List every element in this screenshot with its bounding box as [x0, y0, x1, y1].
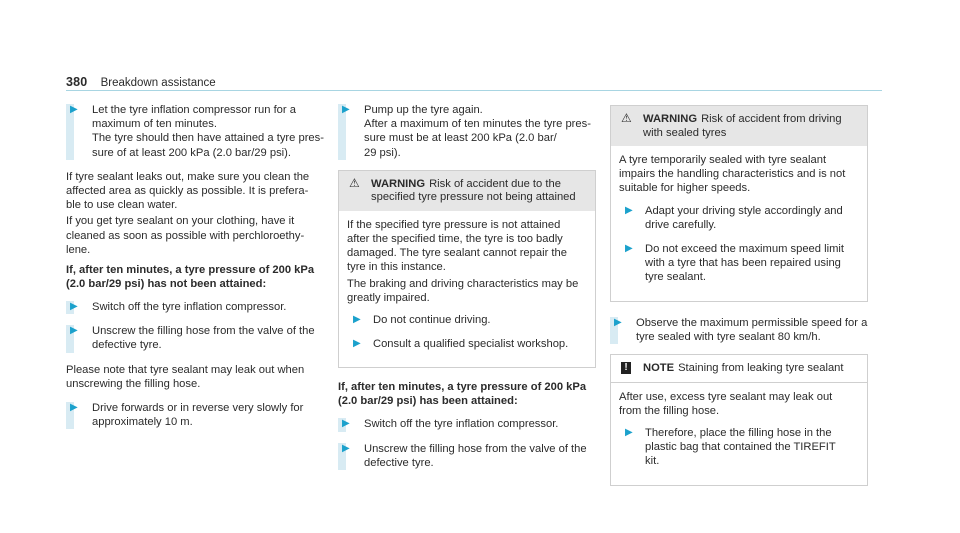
arrow-right-icon: ▶ — [625, 204, 633, 216]
step-switch-off: ▶ Switch off the tyre inflation compressor. — [66, 300, 324, 314]
step-speed-limit: ▶ Do not exceed the maximum speed limit with a tyre that has been repaired using tyre sealant. — [625, 243, 844, 284]
section-title: Breakdown assistance — [100, 77, 216, 89]
column-3 — [610, 99, 868, 498]
subheading-attained: If, after ten minutes, a tyre pressure of 200 kPa (2.0 bar/29 psi) has been attained: — [338, 381, 587, 408]
warning-keyword: WARNING — [371, 177, 426, 190]
warning-box-sealed-tyres — [610, 105, 868, 302]
warning-triangle-icon: ⚠ — [621, 111, 632, 125]
step-consult-workshop: ▶ Consult a qualified specialist workshop. — [353, 338, 569, 351]
note-body: After use, excess tyre sealant may leak out from the filling hose. ▶ Therefore, place the filling hose in the plastic bag that contained the TIREFIT kit. — [611, 383, 867, 485]
column-2 — [338, 99, 596, 480]
step-place-hose: ▶ Therefore, place the filling hose in the plastic bag that contained the TIREFIT kit. — [625, 426, 836, 468]
arrow-right-icon: ▶ — [342, 418, 350, 430]
warning-box-pressure — [338, 170, 596, 369]
arrow-right-icon: ▶ — [70, 301, 78, 313]
arrow-right-icon: ▶ — [70, 104, 78, 115]
warning-header: ⚠ WARNING Risk of accident from driving with sealed tyres — [611, 106, 867, 146]
arrow-right-icon: ▶ — [342, 442, 350, 454]
warning-triangle-icon: ⚠ — [349, 175, 360, 190]
arrow-right-icon: ▶ — [353, 314, 361, 326]
step-switch-off: ▶ Switch off the tyre inflation compressor. — [338, 417, 596, 431]
step-run-compressor — [66, 103, 324, 160]
step-do-not-drive: ▶ Do not continue driving. — [353, 314, 491, 327]
notice-icon: ! — [621, 362, 631, 374]
step-pump-up: ▶ Pump up the tyre again. After a maximum of ten minutes the tyre pres- sure must be at least 200 kPa (2.0 bar/ 29 psi). — [338, 103, 596, 160]
note-keyword: NOTE — [643, 362, 675, 375]
warning-body: If the specified tyre pressure is not attained after the specified time, the tyre is too badly damaged. The tyre sealant cannot repair the tyre in this instance. The braking and driving characteristics may be greatly impaired. ▶ Do not continue driving. ▶ Consult a qualified specialist workshop. — [339, 211, 595, 368]
page-header — [66, 75, 882, 91]
step-observe-speed: ▶ Observe the maximum permissible speed for a tyre sealed with tyre sealant 80 km/h. — [610, 316, 868, 344]
arrow-right-icon: ▶ — [70, 402, 78, 414]
arrow-right-icon: ▶ — [614, 316, 622, 328]
step-text: Let the tyre inflation compressor run for a maximum of ten minutes. The tyre should then have attained a tyre pres- sure of at least 200 kPa (2.0 bar/29 psi). — [92, 104, 324, 159]
step-drive-slowly: ▶ Drive forwards or in reverse very slowly for approximately 10 m. — [66, 401, 324, 429]
step-unscrew-hose: ▶ Unscrew the filling hose from the valve of the defective tyre. — [66, 324, 324, 352]
paragraph-leak: If tyre sealant leaks out, make sure you clean the affected area as quickly as possible. It is prefera- ble to use clean water. — [66, 170, 310, 212]
header-divider — [66, 90, 882, 91]
arrow-right-icon: ▶ — [625, 243, 633, 255]
note-box-staining — [610, 354, 868, 486]
paragraph-clothing: If you get tyre sealant on your clothing, have it cleaned as soon as possible with perchloroethy- lene. — [66, 215, 305, 256]
step-unscrew-hose: ▶ Unscrew the filling hose from the valve of the defective tyre. — [338, 442, 596, 470]
warning-keyword: WARNING — [643, 113, 698, 125]
paragraph-note-leak: Please note that tyre sealant may leak out when unscrewing the filling hose. — [66, 363, 305, 390]
warning-body: A tyre temporarily sealed with tyre sealant impairs the handling characteristics and is not suitable for higher speeds. ▶ Adapt your driving style accordingly and drive carefully. ▶ Do not exceed the maximum speed limit with a tyre that has been repaired using tyre sealant. — [611, 146, 867, 301]
arrow-right-icon: ▶ — [70, 325, 78, 337]
arrow-right-icon: ▶ — [342, 104, 350, 115]
page-number: 380 — [66, 75, 88, 89]
warning-header: ⚠ WARNING Risk of accident due to the specified tyre pressure not being attained — [339, 171, 595, 211]
subheading-not-attained: If, after ten minutes, a tyre pressure of 200 kPa (2.0 bar/29 psi) has not been attained: — [66, 264, 315, 291]
arrow-right-icon: ▶ — [353, 338, 361, 350]
note-header: ! NOTE Staining from leaking tyre sealant — [611, 355, 867, 383]
column-1 — [66, 99, 324, 439]
arrow-right-icon: ▶ — [625, 426, 633, 438]
step-adapt-driving: ▶ Adapt your driving style accordingly and drive carefully. — [625, 204, 843, 231]
